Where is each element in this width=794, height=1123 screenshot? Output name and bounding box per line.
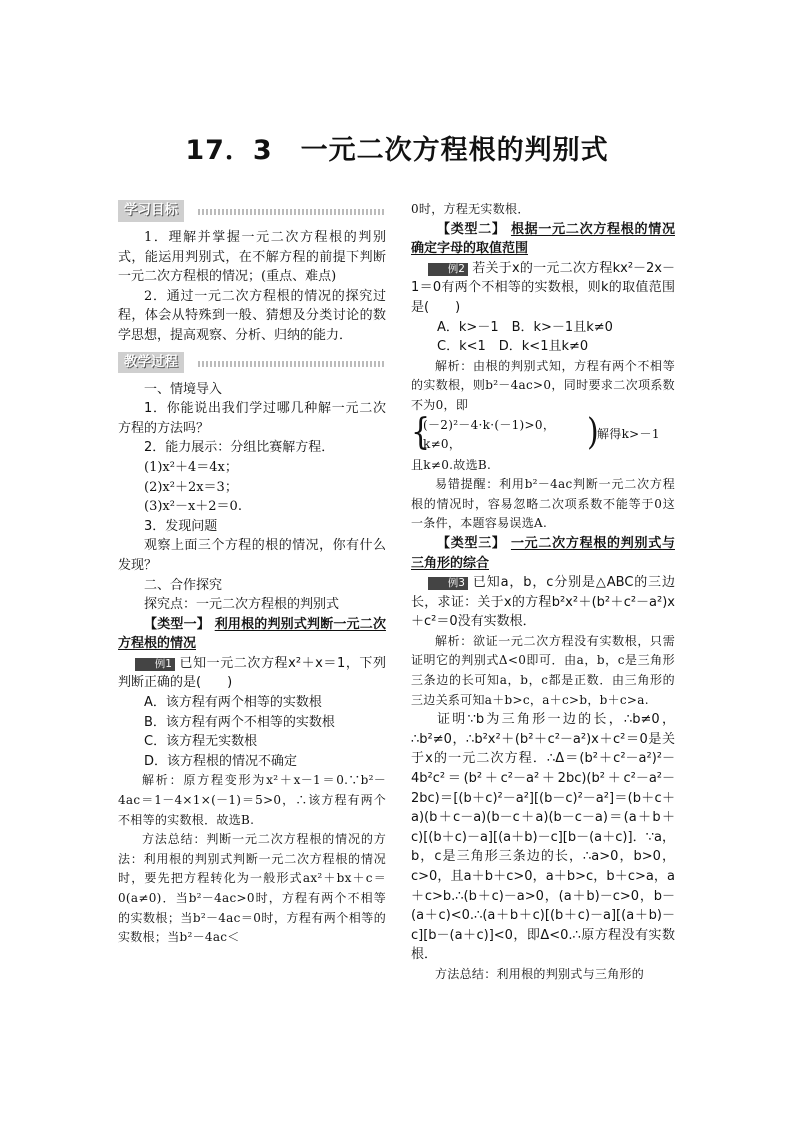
- section-rule: [198, 209, 386, 215]
- question-2: 2．能力展示：分组比赛解方程．: [144, 440, 335, 456]
- system-result: 解得k>－1: [597, 426, 660, 441]
- question-1: 1．你能说出我们学过哪几种解一元二次方程的方法吗？: [118, 401, 386, 436]
- solution-2-end: 且k≠0.故选B.: [411, 457, 492, 472]
- example-badge: 例1: [135, 658, 175, 671]
- system-line-1: (－2)²－4·k·(－1)>0，: [423, 417, 556, 432]
- solution-1: 解析：原方程变形为x²＋x－1＝0.∵b²－4ac＝1－4×1×(－1)＝5>0，∴该方程有两个不相等的实数根．故选B.: [118, 773, 386, 827]
- goal-1: 1．理解并掌握一元二次方程根的判别式，能运用判别式，在不解方程的前提下判断一元二次方程根的情况；(重点、难点): [118, 230, 386, 285]
- equation-2: (2)x²＋2x＝3；: [144, 479, 238, 495]
- right-bracket: ): [587, 410, 600, 453]
- continued-text: 0时，方程无实数根．: [411, 202, 530, 216]
- example-text: 若关于x的一元二次方程kx²－2x－1＝0有两个不相等的实数根，则k的取值范围是( ): [411, 260, 675, 315]
- type-title: 一元二次方程根的判别式与三角形的综合: [411, 535, 675, 571]
- type-1-heading: [118, 615, 386, 654]
- system-line-2: k≠0，: [423, 436, 462, 451]
- equation-1: (1)x²＋4＝4x；: [144, 459, 238, 475]
- type-2-heading: [411, 220, 675, 259]
- example-1: [118, 654, 386, 693]
- example-text: 已知一元二次方程x²＋x＝1，下列判断正确的是( ): [118, 655, 386, 691]
- question-3: 3．发现问题: [144, 518, 218, 534]
- error-reminder: 易错提醒：利用b²－4ac判断一元二次方程根的情况时，容易忽略二次项系数不能等于0这一条件，本题容易误选A.: [411, 477, 675, 531]
- section-label: 教学过程: [118, 352, 184, 374]
- options-ab: A．k>－1 B．k>－1且k≠0: [437, 319, 613, 335]
- type-tag: 【类型三】: [437, 535, 506, 551]
- method-summary-3: 方法总结：利用根的判别式与三角形的: [435, 966, 645, 981]
- type-title: 利用根的判别式判断一元二次方程根的情况: [118, 616, 386, 652]
- solution-3: 解析：欲证一元二次方程没有实数根，只需证明它的判别式Δ<0即可．由a，b，c是三角形三条边的长可知a，b，c都是正数．由三角形的三边关系可知a＋b>c，a＋c>b，b＋c>a.: [411, 633, 675, 707]
- left-column: [118, 200, 386, 948]
- goal-2: 2．通过一元二次方程根的情况的探究过程，体会从特殊到一般、猜想及分类讨论的数学思想，提高观察、分析、归纳的能力．: [118, 288, 386, 343]
- solution-2: 解析：由根的判别式知，方程有两个不相等的实数根，则b²－4ac>0，同时要求二次项系数不为0，即: [411, 358, 675, 412]
- example-badge: 例2: [428, 263, 468, 276]
- left-brace: {: [411, 410, 431, 453]
- type-tag: 【类型二】: [437, 221, 506, 237]
- method-summary-1: 方法总结：判断一元二次方程根的情况的方法：利用根的判别式判断一元二次方程根的情况时，要先把方程转化为一般形式ax²＋bx＋c＝0(a≠0)．当b²－4ac>0时，方程有两个不相等的实数根；当b²－4ac＝0时，方程有两个相等的实数根；当b²－4ac＜: [118, 832, 386, 945]
- section-rule: [198, 361, 386, 367]
- options-cd: C．k<1 D．k<1且k≠0: [437, 339, 589, 355]
- equation-3: (3)x²－x＋2＝0.: [144, 499, 242, 515]
- type-3-heading: [411, 534, 675, 573]
- section-header-process: [118, 352, 386, 374]
- equation-system: [411, 410, 675, 456]
- situation-heading: 一、情境导入: [144, 381, 223, 397]
- section-header-goals: [118, 200, 386, 222]
- example-text: 已知a，b，c分别是△ABC的三边长，求证：关于x的方程b²x²＋(b²＋c²－a²)x＋c²＝0没有实数根．: [411, 575, 675, 630]
- observe-text: 观察上面三个方程的根的情况，你有什么发现？: [118, 538, 386, 573]
- page-title: 17．3 一元二次方程根的判别式: [185, 135, 609, 166]
- option-c: C．该方程无实数根: [144, 734, 258, 750]
- example-3: [411, 573, 675, 632]
- example-2: [411, 259, 675, 318]
- option-a: A．该方程有两个相等的实数根: [144, 695, 322, 711]
- section-label: 学习目标: [118, 200, 184, 222]
- proof: 证明∵b为三角形一边的长，∴b≠0，∴b²≠0，∴b²x²＋(b²＋c²－a²)x＋c²＝0是关于x的一元二次方程．∴Δ＝(b²＋c²－a²)²－4b²c²＝(b²＋c²－a²＋2bc)(b²＋c²－a²－2bc)＝[(b＋c)²－a²][(b－c)²－a²]＝(b＋c＋a)(b＋c－a)(b－c＋a)(b－c－a)＝(a＋b＋c)[(b＋c)－a][(a＋b)－c][b－(a＋c)]．∵a，b，c是三角形三条边的长，∴a>0，b>0，c>0，且a＋b＋c>0，a＋b>c，b＋c>a，a＋c>b.∴(b＋c)－a>0，(a＋b)－c>0，b－(a＋c)<0.∴(a＋b＋c)[(b＋c)－a][(a＋b)－c][b－(a＋c)]<0，即Δ<0.∴原方程没有实数根．: [411, 712, 675, 963]
- example-badge: 例3: [428, 577, 468, 590]
- type-tag: 【类型一】: [144, 616, 210, 632]
- option-b: B．该方程有两个不相等的实数根: [144, 714, 335, 730]
- type-title: 根据一元二次方程根的情况确定字母的取值范围: [411, 221, 675, 257]
- option-d: D．该方程根的情况不确定: [144, 753, 298, 769]
- cooperative-heading: 二、合作探究: [144, 577, 223, 593]
- explore-point: 探究点：一元二次方程根的判别式: [144, 597, 340, 613]
- right-column: [411, 200, 675, 985]
